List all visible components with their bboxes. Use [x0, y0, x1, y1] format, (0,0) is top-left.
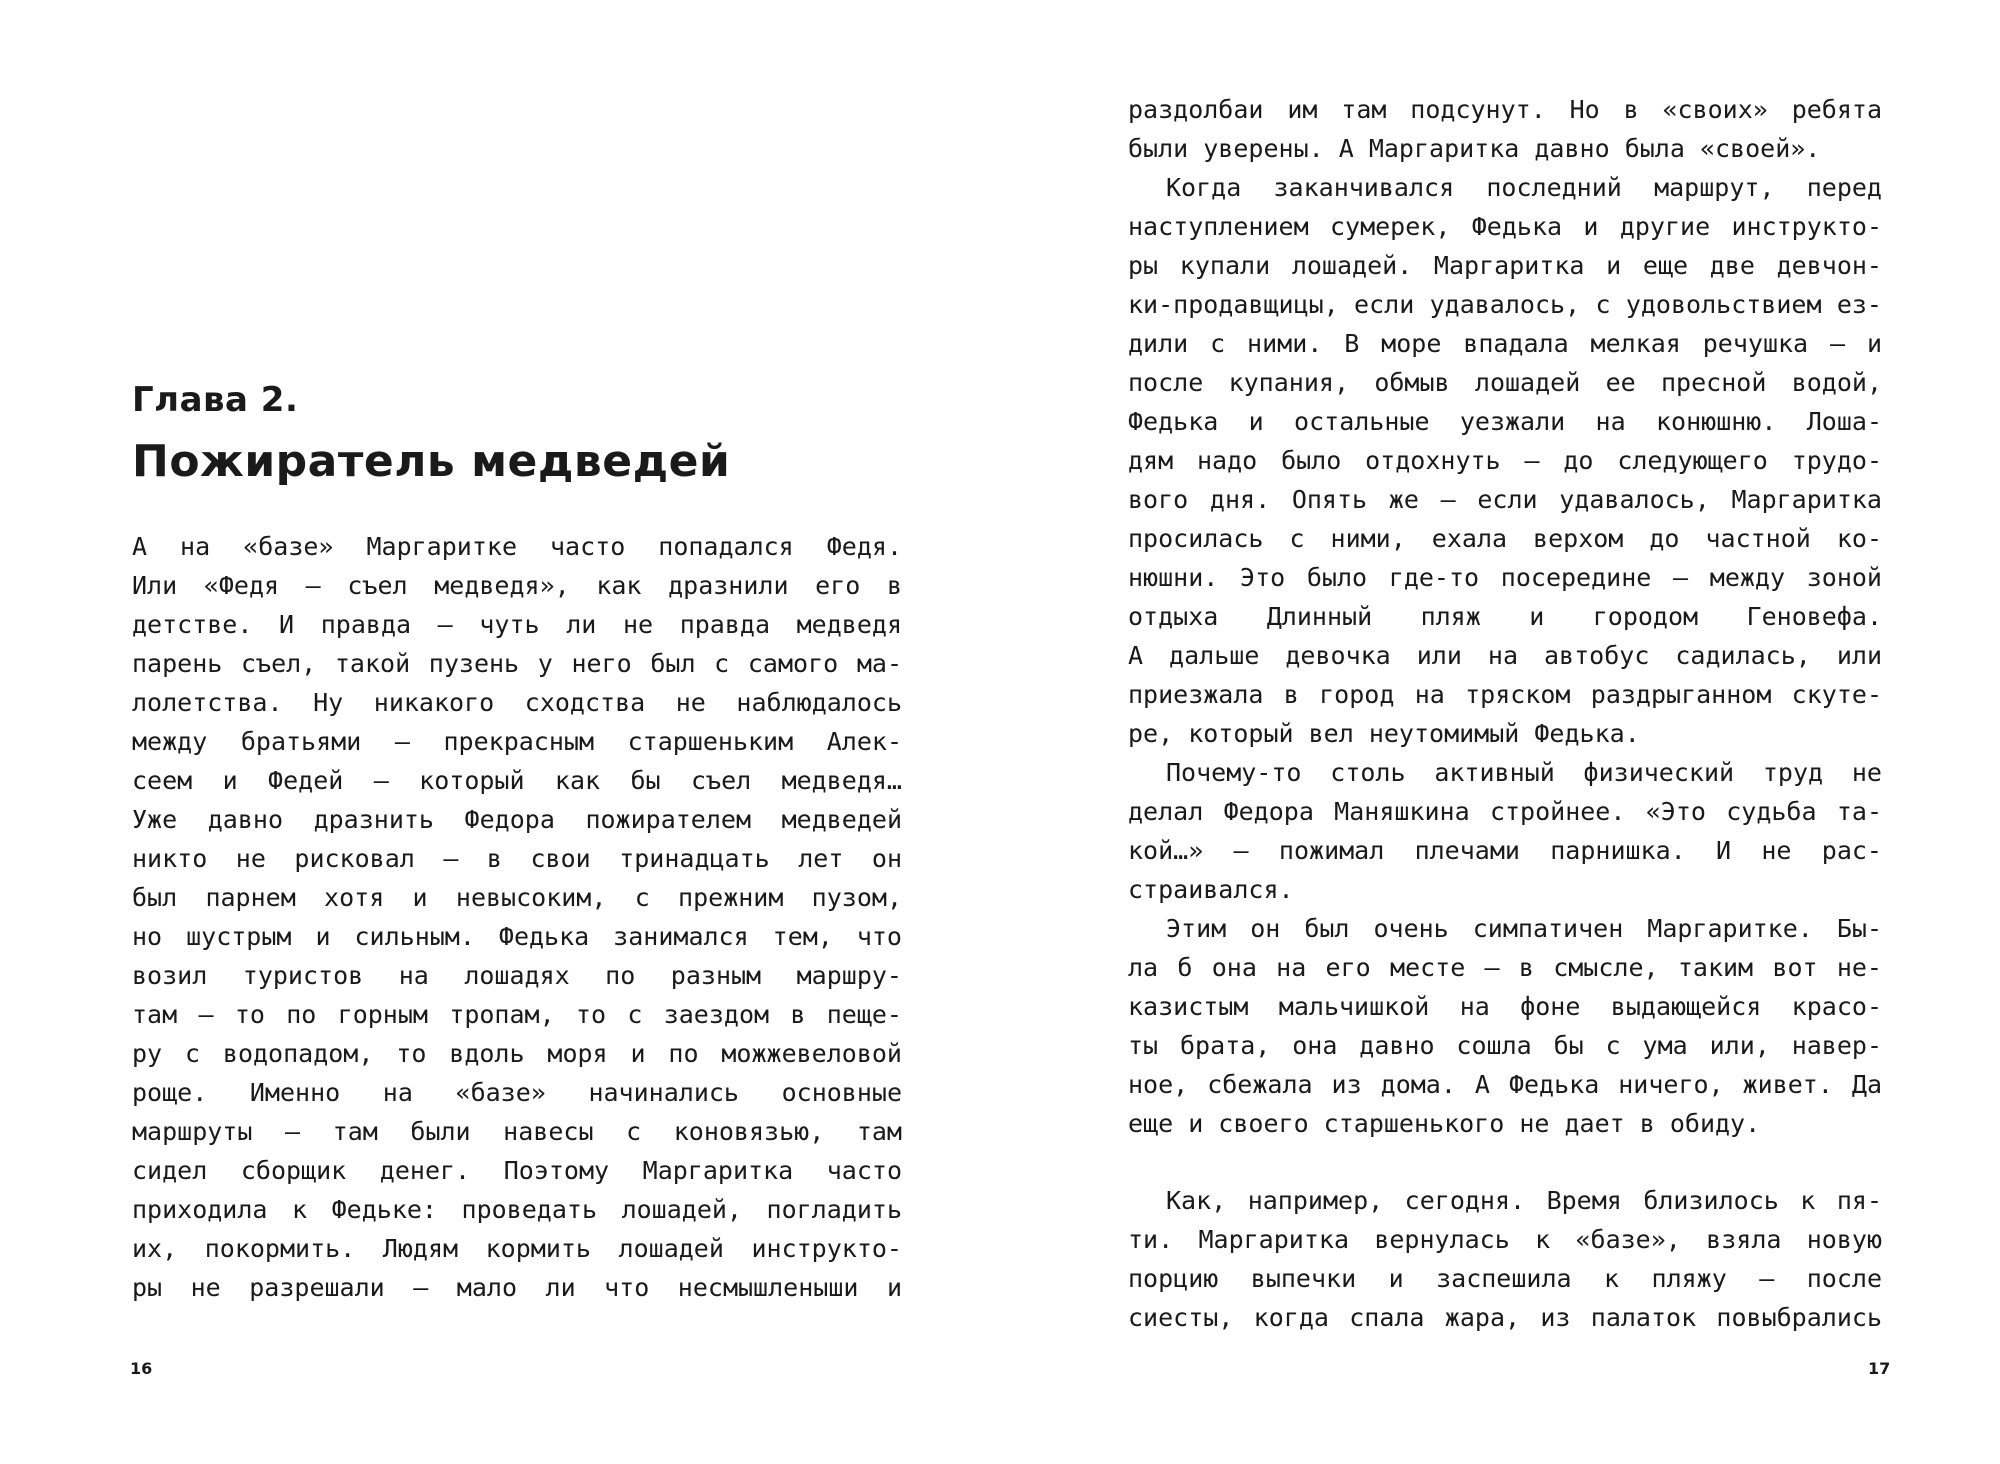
text-line: сидел сборщик денег. Поэтому Маргаритка часто	[132, 1156, 902, 1185]
text-line: Федька и остальные уезжали на конюшню. Лоша-	[1128, 407, 1882, 436]
text-line: возил туристов на лошадях по разным маршру-	[132, 961, 902, 990]
page-number-left: 16	[130, 1359, 153, 1378]
text-line: отдыха Длинный пляж и городом Геновефа.	[1128, 602, 1882, 631]
text-line: вого дня. Опять же — если удавалось, Маргаритка	[1128, 485, 1882, 514]
text-line: роще. Именно на «базе» начинались основные	[132, 1078, 902, 1107]
text-line: казистым мальчишкой на фоне выдающейся красо-	[1128, 992, 1882, 1021]
text-line: Как, например, сегодня. Время близилось к пя-	[1166, 1186, 1882, 1215]
paragraph-gap	[1128, 1143, 1882, 1181]
text-line: Почему-то столь активный физический труд не	[1166, 758, 1882, 787]
right-page	[1000, 0, 2000, 1464]
text-line: детстве. И правда — чуть ли не правда медведя	[132, 610, 902, 639]
text-line: Или «Федя — съел медведя», как дразнили его в	[132, 571, 902, 600]
text-line: парень съел, такой пузень у него был с самого ма-	[132, 649, 902, 678]
text-line: приезжала в город на тряском раздрыганном скуте-	[1128, 680, 1882, 709]
text-line: ти. Маргаритка вернулась к «базе», взяла новую	[1128, 1225, 1882, 1254]
text-line: их, покормить. Людям кормить лошадей инструкто-	[132, 1234, 902, 1263]
text-line: ное, сбежала из дома. А Федька ничего, живет. Да	[1128, 1070, 1882, 1099]
text-line: еще и своего старшенького не дает в обиду.	[1128, 1109, 1761, 1138]
text-line: ру с водопадом, то вдоль моря и по можжевеловой	[132, 1039, 902, 1068]
text-line: нюшни. Это было где-то посередине — между зоной	[1128, 563, 1882, 592]
text-line: Уже давно дразнить Федора пожирателем медведей	[132, 805, 902, 834]
left-page-text	[132, 527, 902, 1307]
text-line: сеем и Федей — который как бы съел медведя…	[132, 766, 902, 795]
text-line: маршруты — там были навесы с коновязью, там	[132, 1117, 902, 1146]
text-line: ла б она на его месте — в смысле, таким вот не-	[1128, 953, 1882, 982]
text-line: лолетства. Ну никакого сходства не наблюдалось	[132, 688, 902, 717]
text-line: был парнем хотя и невысоким, с прежним пузом,	[132, 883, 902, 912]
text-line: дям надо было отдохнуть — до следующего трудо-	[1128, 446, 1882, 475]
text-line: там — то по горным тропам, то с заездом в пеще-	[132, 1000, 902, 1029]
chapter-title: Пожиратель медведей	[132, 436, 731, 487]
chapter-label: Глава 2.	[132, 380, 299, 420]
text-line: страивался.	[1128, 875, 1294, 904]
text-line: кой…» — пожимал плечами парнишка. И не рас-	[1128, 836, 1882, 865]
text-line: А на «базе» Маргаритке часто попадался Федя.	[132, 532, 902, 561]
text-line: после купания, обмыв лошадей ее пресной водой,	[1128, 368, 1882, 397]
text-line: были уверены. А Маргаритка давно была «своей».	[1128, 134, 1821, 163]
text-line: раздолбаи им там подсунут. Но в «своих» ребята	[1128, 95, 1882, 124]
right-page-text	[1128, 90, 1882, 1337]
text-line: наступлением сумерек, Федька и другие инструкто-	[1128, 212, 1882, 241]
text-line: ты брата, она давно сошла бы с ума или, навер-	[1128, 1031, 1882, 1060]
text-line: но шустрым и сильным. Федька занимался тем, что	[132, 922, 902, 951]
text-line: делал Федора Маняшкина стройнее. «Это судьба та-	[1128, 797, 1882, 826]
text-line: между братьями — прекрасным старшеньким Алек-	[132, 727, 902, 756]
text-line: ре, который вел неутомимый Федька.	[1128, 719, 1640, 748]
text-line: сиесты, когда спала жара, из палаток повыбрались	[1128, 1303, 1882, 1332]
text-line: приходила к Федьке: проведать лошадей, погладить	[132, 1195, 902, 1224]
page-number-right: 17	[1868, 1359, 1891, 1378]
text-line: ры не разрешали — мало ли что несмышленыши и	[132, 1273, 902, 1302]
text-line: А дальше девочка или на автобус садилась, или	[1128, 641, 1882, 670]
text-line: ки-продавщицы, если удавалось, с удовольствием ез-	[1128, 290, 1882, 319]
text-line: никто не рисковал — в свои тринадцать лет он	[132, 844, 902, 873]
text-line: Когда заканчивался последний маршрут, перед	[1166, 173, 1882, 202]
text-line: Этим он был очень симпатичен Маргаритке. Бы-	[1166, 914, 1882, 943]
text-line: порцию выпечки и заспешила к пляжу — после	[1128, 1264, 1882, 1293]
text-line: дили с ними. В море впадала мелкая речушка — и	[1128, 329, 1882, 358]
text-line: просилась с ними, ехала верхом до частной ко-	[1128, 524, 1882, 553]
text-line: ры купали лошадей. Маргаритка и еще две девчон-	[1128, 251, 1882, 280]
